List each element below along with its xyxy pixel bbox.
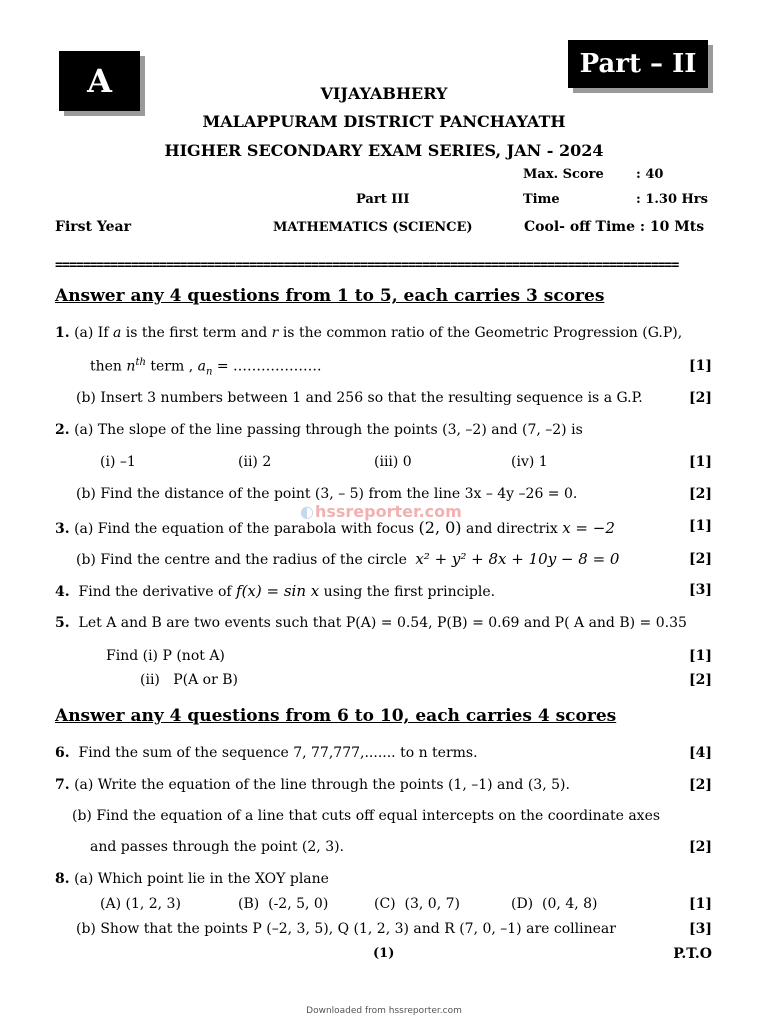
question-3a: 3. (a) Find the equation of the parabola with focus (2, 0) and directrix x = −2 (55, 518, 615, 537)
question-1a-line2: then $n^{th}$ term , $a_n$ = ………………. (90, 357, 322, 378)
mark: [1] (689, 358, 712, 374)
question-2a: 2. (a) The slope of the line passing through the points (3, –2) and (7, –2) is (55, 422, 583, 438)
watermark: ◐hssreporter.com (300, 502, 462, 521)
question-number: 1. (55, 325, 70, 341)
question-2b: (b) Find the distance of the point (3, – 5) from the line 3x – 4y –26 = 0. (76, 486, 578, 502)
option: (D) (0, 4, 8) (511, 896, 598, 912)
cooloff-label: Cool- off Time : 10 Mts (524, 219, 705, 235)
pto-label: P.T.O (673, 946, 712, 962)
section-heading-2: Answer any 4 questions from 6 to 10, each carries 4 scores (55, 706, 617, 726)
time-label: Time (523, 192, 560, 207)
option: (iii) 0 (374, 454, 412, 470)
question-4: 4. Find the derivative of f(x) = sin x using the first principle. (55, 582, 496, 600)
option: (C) (3, 0, 7) (374, 896, 460, 912)
question-1a: 1. (a) If a is the first term and r is the common ratio of the Geometric Progression (G.P), (55, 325, 683, 341)
separator-rule: ========================================================================================== (55, 258, 679, 273)
time-value: : 1.30 Hrs (636, 192, 708, 207)
part-label: Part III (356, 192, 410, 207)
option: (i) –1 (100, 454, 136, 470)
question-1b: (b) Insert 3 numbers between 1 and 256 so that the resulting sequence is a G.P. (76, 390, 643, 406)
question-5: 5. Let A and B are two events such that P(A) = 0.54, P(B) = 0.69 and P( A and B) = 0.35 (55, 615, 687, 631)
option: (B) (-2, 5, 0) (238, 896, 329, 912)
question-8b: (b) Show that the points P (–2, 3, 5), Q (1, 2, 3) and R (7, 0, –1) are collinear (76, 921, 616, 937)
question-5i: Find (i) P (not A) (106, 648, 225, 664)
section-heading-1: Answer any 4 questions from 1 to 5, each carries 3 scores (55, 286, 605, 306)
mark: [2] (689, 551, 712, 567)
question-8a: 8. (a) Which point lie in the XOY plane (55, 871, 329, 887)
question-7b: (b) Find the equation of a line that cuts off equal intercepts on the coordinate axes (72, 808, 661, 824)
question-7b-line2: and passes through the point (2, 3). (90, 839, 345, 855)
option: (A) (1, 2, 3) (100, 896, 181, 912)
year-label: First Year (55, 219, 131, 235)
header-exam-series: HIGHER SECONDARY EXAM SERIES, JAN - 2024 (164, 141, 604, 160)
mark: [1] (689, 454, 712, 470)
mark: [1] (689, 896, 712, 912)
part-badge: Part – II (568, 40, 708, 88)
mark: [1] (689, 518, 712, 534)
option: (ii) 2 (238, 454, 272, 470)
option: (iv) 1 (511, 454, 548, 470)
mark: [2] (689, 839, 712, 855)
header-district: MALAPPURAM DISTRICT PANCHAYATH (202, 112, 566, 131)
subject-label: MATHEMATICS (SCIENCE) (273, 220, 473, 235)
mark: [2] (689, 390, 712, 406)
mark: [1] (689, 648, 712, 664)
mark: [2] (689, 672, 712, 688)
question-3b: (b) Find the centre and the radius of the circle x² + y² + 8x + 10y − 8 = 0 (76, 550, 620, 568)
question-5ii: (ii) P(A or B) (140, 672, 238, 688)
header-title: VIJAYABHERY (320, 84, 448, 103)
mark: [4] (689, 745, 712, 761)
page-number: (1) (373, 946, 395, 961)
mark: [2] (689, 777, 712, 793)
mark: [2] (689, 486, 712, 502)
question-7a: 7. (a) Write the equation of the line through the points (1, –1) and (3, 5). (55, 777, 570, 793)
version-badge: A (59, 51, 140, 111)
mark: [3] (689, 582, 712, 598)
mark: [3] (689, 921, 712, 937)
download-footer: Downloaded from hssreporter.com (306, 1006, 462, 1016)
globe-icon: ◐ (300, 502, 314, 521)
question-6: 6. Find the sum of the sequence 7, 77,777,....... to n terms. (55, 745, 478, 761)
max-score-label: Max. Score (523, 167, 604, 182)
max-score-value: : 40 (636, 167, 664, 182)
